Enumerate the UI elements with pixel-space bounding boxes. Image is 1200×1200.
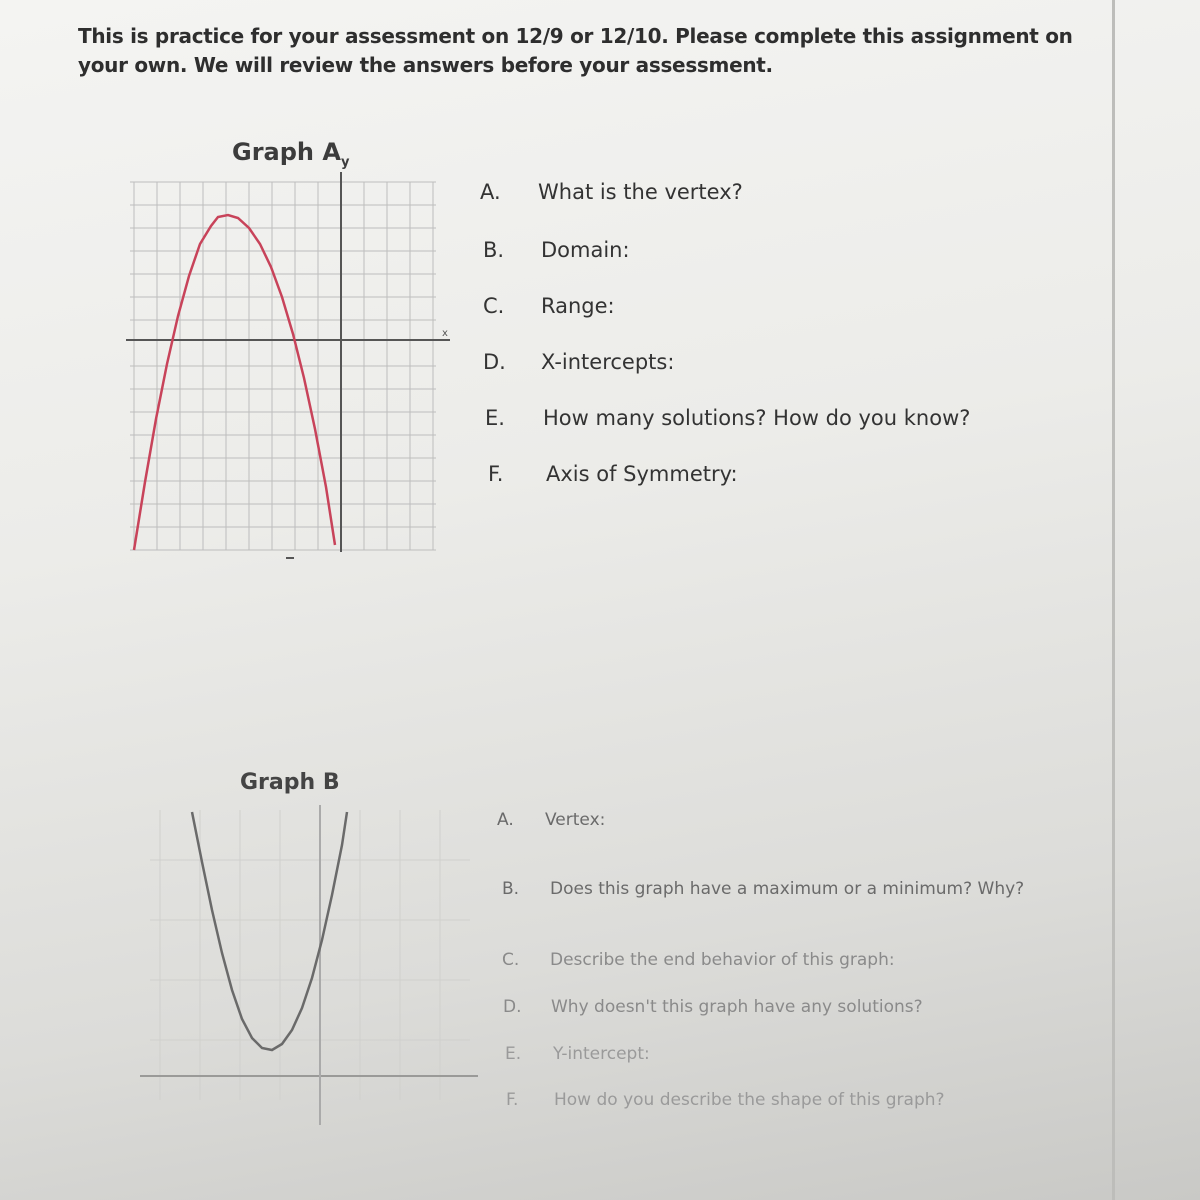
- graph-a-title-text: Graph A: [232, 138, 341, 166]
- question-text: How many solutions? How do you know?: [543, 406, 971, 430]
- question-letter: F.: [488, 462, 504, 486]
- question-letter: A.: [480, 180, 501, 204]
- question-letter: C.: [483, 294, 505, 318]
- graph-a-parabola: [134, 215, 335, 550]
- instructions: [78, 22, 1078, 80]
- graph-b: [140, 800, 480, 1130]
- question-text: Axis of Symmetry:: [546, 462, 738, 486]
- question-letter: E.: [485, 406, 505, 430]
- instructions-line-2: your own. We will review the answers before your assessment.: [78, 53, 773, 77]
- question-letter: B.: [502, 879, 520, 899]
- question-text: X-intercepts:: [541, 350, 675, 374]
- graph-b-question-e: [505, 1044, 650, 1064]
- question-text: Y-intercept:: [553, 1044, 650, 1064]
- graph-b-question-a: [497, 810, 605, 830]
- question-text: What is the vertex?: [538, 180, 743, 204]
- page-edge: [1112, 0, 1115, 1200]
- question-text: How do you describe the shape of this graph?: [554, 1090, 945, 1110]
- graph-a-question-d: [483, 350, 674, 374]
- graph-b-question-f: [506, 1090, 945, 1110]
- graph-a-question-e: [485, 406, 970, 430]
- question-text: Range:: [541, 294, 615, 318]
- question-text: Domain:: [541, 238, 630, 262]
- graph-a-grid: [130, 182, 436, 550]
- question-letter: E.: [505, 1044, 522, 1064]
- graph-b-title: Graph B: [240, 770, 340, 795]
- question-letter: C.: [502, 950, 520, 970]
- question-text: Does this graph have a maximum or a minimum? Why?: [550, 879, 1025, 899]
- graph-a-x-axis-label: x: [442, 328, 448, 339]
- question-letter: D.: [503, 997, 522, 1017]
- graph-a-question-c: [483, 294, 615, 318]
- graph-a-question-b: [483, 238, 630, 262]
- question-text: Vertex:: [545, 810, 606, 830]
- question-text: Why doesn't this graph have any solutions?: [551, 997, 923, 1017]
- graph-a-question-a: [480, 180, 743, 204]
- question-letter: D.: [483, 350, 506, 374]
- graph-b-question-d: [503, 997, 923, 1017]
- instructions-line-1: This is practice for your assessment on 12/9 or 12/10. Please complete this assignment on: [78, 24, 1073, 48]
- graph-a-y-axis-label: y: [340, 154, 350, 170]
- question-text: Describe the end behavior of this graph:: [550, 950, 895, 970]
- question-letter: B.: [483, 238, 505, 262]
- question-letter: A.: [497, 810, 514, 830]
- graph-b-question-c: [502, 950, 895, 970]
- graph-b-question-b: [502, 878, 1040, 900]
- question-letter: F.: [506, 1090, 519, 1110]
- graph-a: [120, 160, 460, 560]
- graph-b-grid: [150, 810, 470, 1100]
- graph-b-parabola: [192, 812, 347, 1050]
- graph-a-question-f: [488, 462, 738, 486]
